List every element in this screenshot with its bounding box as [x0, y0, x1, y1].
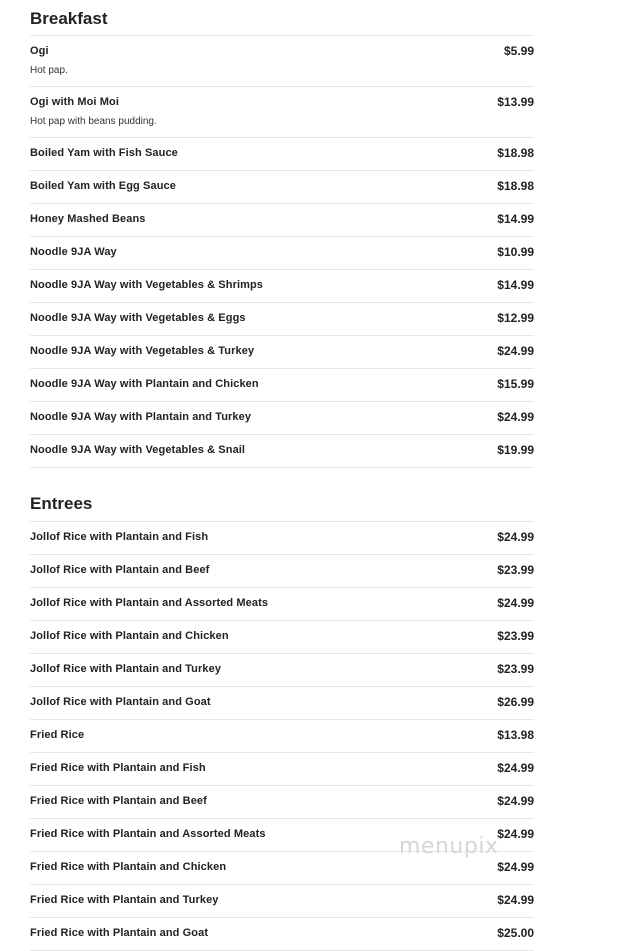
menu-item[interactable] — [30, 885, 534, 918]
menu-item-name: Jollof Rice with Plantain and Chicken — [30, 630, 229, 642]
menu-item-price: $14.99 — [497, 212, 534, 226]
menu-item-price: $18.98 — [497, 146, 534, 160]
menu-item-price: $24.99 — [497, 761, 534, 775]
menu-item-name: Jollof Rice with Plantain and Fish — [30, 531, 209, 543]
menu-item-price: $24.99 — [497, 530, 534, 544]
menu-item-name: Noodle 9JA Way — [30, 246, 117, 258]
menu-item[interactable] — [30, 654, 534, 687]
menu-item-name: Fried Rice with Plantain and Beef — [30, 795, 207, 807]
menu-item-name: Jollof Rice with Plantain and Assorted Meats — [30, 597, 269, 609]
menu-item-price: $14.99 — [497, 278, 534, 292]
menu-item[interactable] — [30, 87, 534, 138]
menu — [30, 0, 534, 951]
menu-item-price: $24.99 — [497, 596, 534, 610]
menu-item-name: Fried Rice with Plantain and Fish — [30, 762, 206, 774]
menu-item-name: Noodle 9JA Way with Vegetables & Shrimps — [30, 279, 264, 291]
menu-item-price: $13.98 — [497, 728, 534, 742]
menu-item[interactable] — [30, 753, 534, 786]
menu-item-price: $24.99 — [497, 344, 534, 358]
menu-item-description: Hot pap with beans pudding. — [30, 116, 157, 127]
menu-item-price: $19.99 — [497, 443, 534, 457]
menu-item-price: $24.99 — [497, 410, 534, 424]
menu-item-price: $23.99 — [497, 563, 534, 577]
menu-item[interactable] — [30, 36, 534, 87]
menu-item-name: Boiled Yam with Fish Sauce — [30, 147, 178, 159]
menu-item[interactable] — [30, 138, 534, 171]
menu-item-name: Noodle 9JA Way with Plantain and Turkey — [30, 411, 252, 423]
menu-item-name: Honey Mashed Beans — [30, 213, 146, 225]
menu-item-name: Fried Rice — [30, 729, 85, 741]
menu-item[interactable] — [30, 237, 534, 270]
menu-item-price: $24.99 — [497, 827, 534, 841]
menu-item[interactable] — [30, 402, 534, 435]
menu-item-name: Jollof Rice with Plantain and Goat — [30, 696, 211, 708]
menu-item-name: Jollof Rice with Plantain and Turkey — [30, 663, 222, 675]
menu-item-price: $10.99 — [497, 245, 534, 259]
menu-item[interactable] — [30, 270, 534, 303]
menu-item-price: $24.99 — [497, 860, 534, 874]
menu-item-price: $5.99 — [503, 44, 534, 58]
menu-item-price: $24.99 — [497, 893, 534, 907]
menu-item-price: $23.99 — [497, 629, 534, 643]
menu-item-name: Fried Rice with Plantain and Turkey — [30, 894, 219, 906]
watermark-logo: menupix — [399, 834, 499, 859]
menu-item-name: Noodle 9JA Way with Vegetables & Turkey — [30, 345, 255, 357]
menu-item-name: Fried Rice with Plantain and Assorted Meats — [30, 828, 266, 840]
menu-item-name: Ogi with Moi Moi — [30, 96, 119, 108]
section-title-entrees: Entrees — [30, 487, 534, 522]
menu-item[interactable] — [30, 336, 534, 369]
menu-item-name: Fried Rice with Plantain and Chicken — [30, 861, 227, 873]
menu-item-price: $26.99 — [497, 695, 534, 709]
menu-item-price: $25.00 — [497, 926, 534, 940]
menu-item-name: Noodle 9JA Way with Plantain and Chicken — [30, 378, 259, 390]
menu-item[interactable] — [30, 555, 534, 588]
menu-item-price: $15.99 — [497, 377, 534, 391]
menu-item-name: Boiled Yam with Egg Sauce — [30, 180, 176, 192]
section-title-breakfast: Breakfast — [30, 0, 534, 36]
menu-item[interactable] — [30, 435, 534, 468]
menu-item-price: $23.99 — [497, 662, 534, 676]
menu-item-name: Ogi — [30, 45, 49, 57]
menu-item[interactable] — [30, 621, 534, 654]
menu-item[interactable] — [30, 918, 534, 951]
menu-item-name: Fried Rice with Plantain and Goat — [30, 927, 209, 939]
menu-item[interactable] — [30, 786, 534, 819]
menu-item-name: Jollof Rice with Plantain and Beef — [30, 564, 210, 576]
menu-item-name: Noodle 9JA Way with Vegetables & Eggs — [30, 312, 246, 324]
menu-item-price: $13.99 — [497, 95, 534, 109]
menu-item[interactable] — [30, 369, 534, 402]
menu-item[interactable] — [30, 522, 534, 555]
menu-item-description: Hot pap. — [30, 65, 68, 76]
menu-item-price: $12.99 — [497, 311, 534, 325]
menu-item[interactable] — [30, 720, 534, 753]
menu-item[interactable] — [30, 171, 534, 204]
menu-item[interactable] — [30, 588, 534, 621]
menu-item[interactable] — [30, 687, 534, 720]
menu-item[interactable] — [30, 204, 534, 237]
menu-item-price: $18.98 — [497, 179, 534, 193]
menu-item-price: $24.99 — [497, 794, 534, 808]
menu-item-name: Noodle 9JA Way with Vegetables & Snail — [30, 444, 246, 456]
menu-item[interactable] — [30, 303, 534, 336]
